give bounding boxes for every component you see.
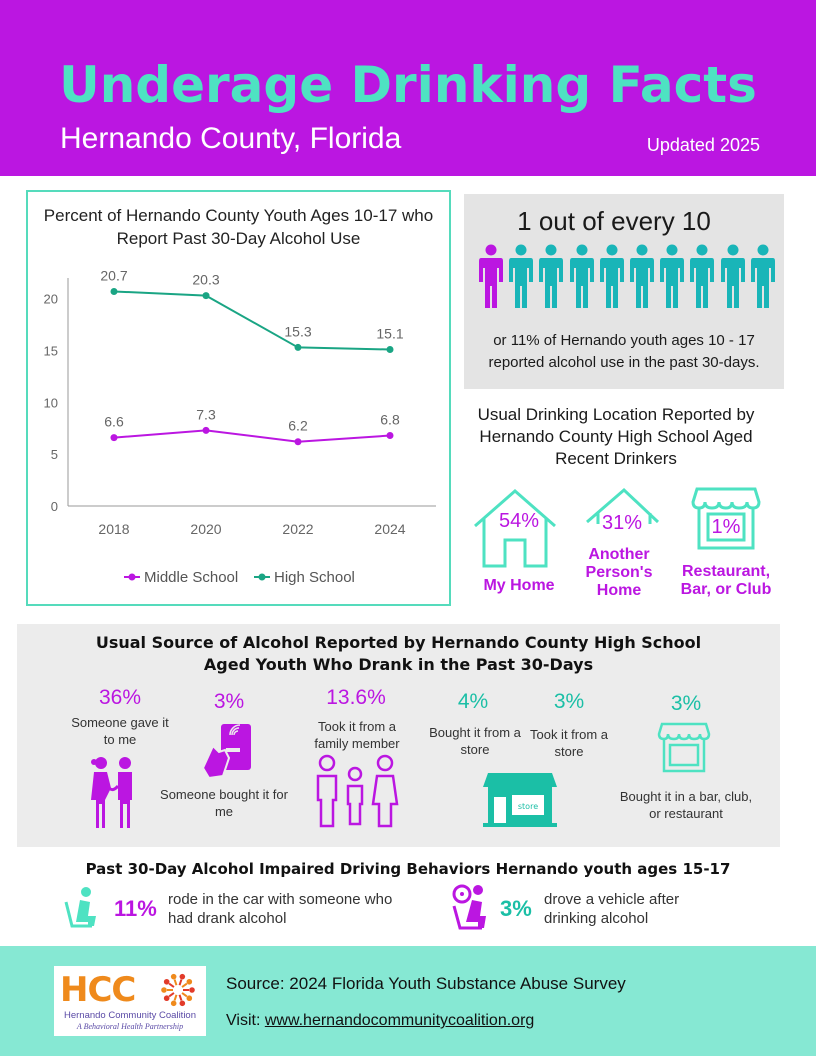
person-icon (629, 244, 655, 310)
logo-ring-spoke (180, 995, 182, 1001)
y-tick-label: 10 (43, 395, 58, 411)
logo-ring-spoke (182, 984, 187, 988)
svg-text:store: store (517, 802, 539, 811)
couple-icon (87, 754, 141, 830)
alcohol-use-chart-panel (26, 190, 451, 606)
driving-text: rode in the car with someone who had drank alcohol (168, 891, 393, 927)
line-chart (28, 192, 449, 604)
location-title: Usual Drinking Location Reported by Hernando County High School Aged Recent Drinkers (477, 405, 755, 468)
logo-name: Hernando Community Coalition (63, 1010, 196, 1021)
logo-ring-dot (171, 974, 177, 980)
logo-ring-spoke (175, 995, 177, 1001)
data-label: 15.1 (376, 325, 404, 342)
person-icon (478, 244, 504, 310)
y-tick-label: 15 (43, 343, 58, 359)
series-line-middle-school (114, 430, 390, 441)
y-tick-label: 5 (50, 447, 58, 463)
logo-ring-dot (171, 1001, 177, 1007)
family-icon (315, 754, 399, 828)
driving-percent: 11% (114, 896, 157, 921)
x-tick-label: 2020 (190, 521, 222, 537)
person-icon (569, 244, 595, 310)
chart-title: Percent of Hernando County Youth Ages 10-17 who Report Past 30-Day Alcohol Use (43, 206, 434, 248)
source-title: Usual Source of Alcohol Reported by Hernando County High School Aged Youth Who Drank in the Past 30-Days (95, 633, 702, 674)
updated-date: Updated 2025 (646, 135, 760, 155)
logo-ring-dot (180, 1001, 186, 1007)
logo-tagline: A Behavioral Health Partnership (76, 1022, 184, 1031)
header-banner (0, 0, 816, 176)
data-label: 7.3 (196, 406, 216, 423)
person-icon (538, 244, 564, 310)
source-text: Someone gave it to me (71, 715, 169, 747)
source-text: Took it from a family member (314, 719, 400, 751)
data-label: 6.8 (380, 411, 400, 428)
data-point (387, 432, 394, 439)
source-text: Someone bought it for me (160, 787, 288, 819)
x-tick-label: 2024 (374, 521, 406, 537)
source-text: Took it from a store (529, 727, 609, 759)
person-icon (508, 244, 534, 310)
data-point (111, 434, 118, 441)
data-label: 6.6 (104, 413, 124, 430)
source-text: Bought it in a bar, club, or restaurant (619, 789, 753, 821)
data-point (295, 438, 302, 445)
driving-percent: 3% (500, 896, 532, 921)
person-icon (659, 244, 685, 310)
footer-source: Source: 2024 Florida Youth Substance Abuse Survey (226, 974, 626, 993)
source-percent: 13.6% (326, 686, 386, 709)
visit-label: Visit: (226, 1012, 265, 1029)
data-point (111, 288, 118, 295)
store-icon (482, 771, 558, 827)
source-percent: 4% (457, 690, 489, 713)
logo-ring-dot (164, 995, 170, 1001)
footer-visit (226, 1012, 534, 1030)
logo-abbreviation: HCC (60, 970, 136, 1010)
logo-ring-dot (187, 995, 193, 1001)
people-circle-logo-icon (156, 970, 200, 1010)
x-tick-label: 2018 (98, 521, 130, 537)
logo-ring-dot (189, 987, 195, 993)
person-icon (689, 244, 715, 310)
driver-icon (448, 884, 488, 932)
logo-ring-spoke (182, 993, 187, 997)
source-text: Bought it from a store (429, 725, 521, 757)
logo-ring-dot (164, 979, 170, 985)
legend-label: High School (274, 569, 355, 586)
source-percent: 3% (670, 692, 702, 715)
data-point (203, 427, 210, 434)
logo-ring-spoke (180, 980, 182, 986)
data-label: 15.3 (284, 323, 312, 340)
ratio-headline: 1 out of every 10 (517, 206, 711, 236)
location-percent: 1% (711, 516, 741, 538)
location-label: My Home (483, 577, 555, 594)
source-percent: 36% (98, 686, 142, 709)
website-link[interactable]: www.hernandocommunitycoalition.org (264, 1012, 535, 1029)
y-tick-label: 0 (50, 499, 58, 514)
data-label: 20.7 (100, 267, 128, 284)
source-percent: 3% (213, 690, 245, 713)
page-subtitle: Hernando County, Florida (60, 122, 402, 155)
person-icon (750, 244, 776, 310)
legend-marker (259, 574, 266, 581)
location-percent: 54% (498, 510, 540, 532)
passenger-icon (62, 886, 98, 930)
ratio-panel (464, 194, 784, 389)
logo-ring-dot (187, 979, 193, 985)
logo-ring-dot (161, 987, 167, 993)
location-percent: 31% (601, 512, 643, 534)
logo-ring-spoke (169, 993, 174, 997)
driving-title: Past 30-Day Alcohol Impaired Driving Behaviors Hernando youth ages 15-17 (85, 860, 731, 878)
data-label: 6.2 (288, 417, 308, 434)
alcohol-source-panel (17, 624, 780, 847)
ratio-text: or 11% of Hernando youth ages 10 - 17 reported alcohol use in the past 30-days. (488, 332, 760, 371)
logo-ring-spoke (175, 980, 177, 986)
coalition-logo (54, 966, 206, 1036)
series-line-high-school (114, 291, 390, 349)
data-point (295, 344, 302, 351)
x-tick-label: 2022 (282, 521, 314, 537)
person-icon (599, 244, 625, 310)
footer (0, 946, 816, 1056)
page-title: Underage Drinking Facts (59, 56, 757, 114)
legend-label: Middle School (144, 569, 239, 586)
y-tick-label: 20 (43, 291, 58, 307)
data-point (387, 346, 394, 353)
source-percent: 3% (553, 690, 585, 713)
card-payment-icon (199, 722, 255, 780)
bar-storefront-icon (657, 722, 711, 774)
data-point (203, 292, 210, 299)
data-label: 20.3 (192, 271, 220, 288)
person-icon (720, 244, 746, 310)
location-label: Another Person's Home (585, 546, 653, 599)
driving-text: drove a vehicle after drinking alcohol (544, 891, 680, 927)
legend-marker (129, 574, 136, 581)
logo-ring-spoke (169, 984, 174, 988)
location-label: Restaurant, Bar, or Club (680, 563, 772, 598)
logo-ring-dot (180, 974, 186, 980)
